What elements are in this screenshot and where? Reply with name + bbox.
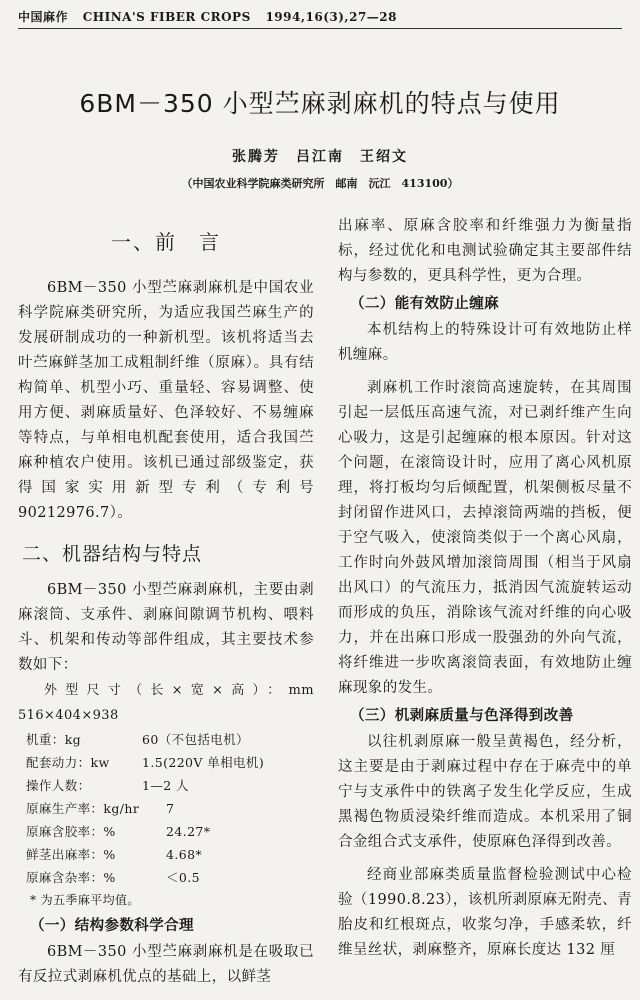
subsection-heading: （三）机剥麻质量与色泽得到改善: [350, 707, 574, 724]
spec-row: 操作人数： 1—2 人: [26, 778, 189, 793]
paragraph: 出麻率、原麻含胶率和纤维强力为衡量指标，经过优化和电测试验确定其主要部件结构与参数的，更具科学性，更为合理。: [338, 218, 632, 284]
paragraph: 本机结构上的特殊设计可有效地防止样机缠麻。: [338, 322, 632, 363]
authors: 张腾芳 吕江南 王绍文: [232, 149, 408, 165]
citation: 1994,16(3),27—28: [265, 10, 397, 24]
paragraph: 以往机剥原麻一般呈黄褐色，经分析，这主要是由于剥麻过程中存在于麻壳中的单宁与支承件中的铁离子发生化学反应，生成黑褐色物质浸染纤维而造成。本机采用了铜合金组合式支承件，使原麻色泽得到改善。: [338, 734, 632, 850]
subsection-heading: （一）结构参数科学合理: [30, 917, 194, 934]
footnote: * 为五季麻平均值。: [30, 893, 140, 907]
journal-name-cn: 中国麻作: [18, 10, 69, 24]
paragraph: 剥麻机工作时滚筒高速旋转，在其周围引起一层低压高速气流，对已剥纤维产生向心吸力，这是引起缠麻的根本原因。针对这个问题，在滚筒设计时，应用了离心风机原理，将打板均匀后倾配置，机架侧板尽量不封闭留作进风口，去掉滚筒两端的挡板，便于空气吸入，使滚筒类似于一个离心风扇，工作时向外鼓风增加滚筒周围（相当于风扇出风口）的气流压力，抵消因气流旋转运动而形成的负压，消除该气流对纤维的向心吸力，并在出麻口形成一股强劲的外向气流，将纤维进一步吹离滚筒表面，有效地防止缠麻现象的发生。: [338, 380, 632, 696]
affiliation: （中国农业科学院麻类研究所 邮南 沅江 413100）: [181, 177, 459, 190]
paragraph: 6BM－350 小型苎麻剥麻机，主要由剥麻滚筒、支承件、剥麻间隙调节机构、喂料斗、机架和传动等部件组成，其主要技术参数如下：: [18, 582, 314, 673]
journal-name-en: CHINA'S FIBER CROPS: [82, 10, 251, 24]
spec-row: 鲜茎出麻率：% 4.68*: [26, 847, 203, 862]
spec-row: 原麻生产率：kg/hr 7: [26, 801, 175, 816]
running-head: [18, 6, 622, 29]
left-column: [18, 222, 328, 990]
spec-row: 原麻含胶率：% 24.27*: [26, 824, 211, 839]
section-heading-structure: 二、机器结构与特点: [22, 543, 203, 565]
subsection-heading: （二）能有效防止缠麻: [350, 295, 499, 312]
spec-row: 配套动力：kw 1.5(220V 单相电机): [26, 755, 265, 770]
right-column: [338, 214, 632, 963]
spec-row: 原麻含杂率：% ＜0.5: [26, 870, 200, 885]
paragraph: 6BM－350 小型苎麻剥麻机是中国农业科学院麻类研究所，为适应我国苎麻生产的发展研制成功的一种新机型。该机将适当去叶苎麻鲜茎加工成粗制纤维（原麻）。具有结构简单、机型小巧、重量轻、容易调整、使用方便、剥麻质量好、色泽较好、不易缠麻等特点，与单相电机配套使用，适合我国苎麻种植农户使用。该机已通过部级鉴定，获得国家实用新型专利（专利号90212976.7）。: [18, 280, 314, 521]
paragraph: 6BM－350 小型苎麻剥麻机是在吸取已有反拉式剥麻机优点的基础上，以鲜茎: [18, 944, 314, 985]
spec-row: 机重：kg 60（不包括电机）: [26, 732, 250, 747]
section-heading-intro: 一、前 言: [111, 230, 221, 254]
paper-title: 6BM－350 小型苎麻剥麻机的特点与使用: [79, 89, 561, 118]
paragraph: 经商业部麻类质量监督检验测试中心检验（1990.8.23），该机所剥原麻无附壳、青胎皮和红根斑点，收浆匀净，手感柔软，纤维呈丝状，剥麻整齐，原麻长度达 132 厘: [338, 867, 632, 958]
spec-list: [18, 728, 314, 889]
dimension-line: 外型尺寸（长×宽×高）：mm 516×404×938: [18, 683, 328, 723]
